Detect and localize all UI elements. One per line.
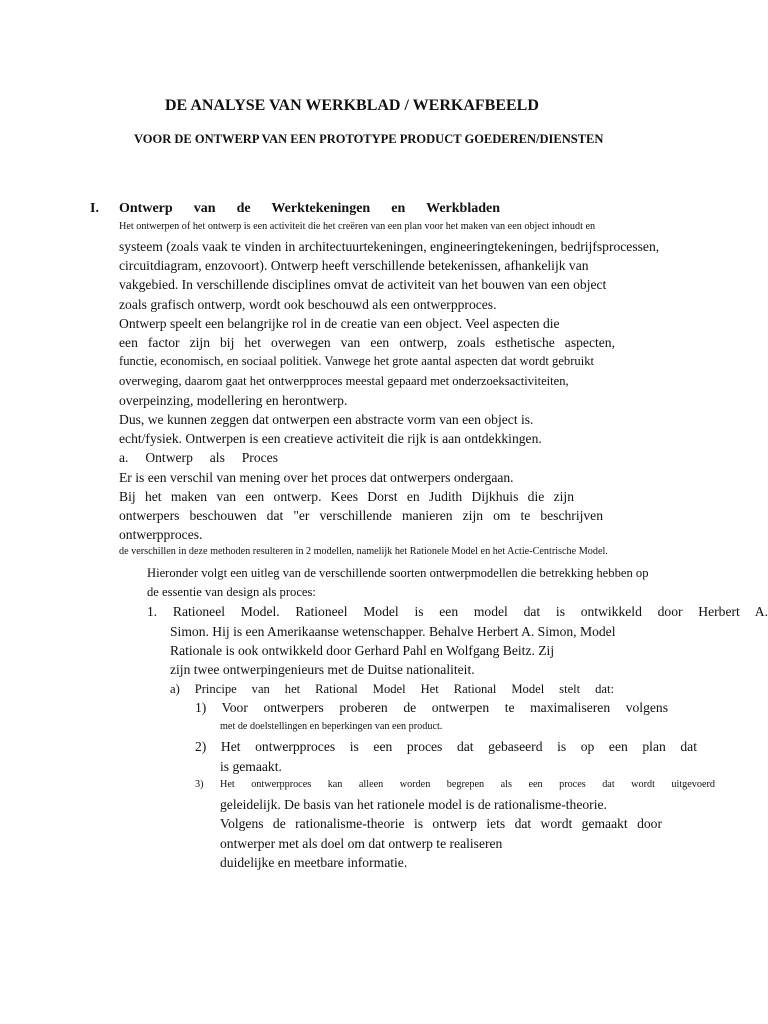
list-item-line: zijn twee ontwerpingenieurs met de Duitse nationaliteit. — [170, 662, 475, 677]
body-line: systeem (zoals vaak te vinden in architectuurtekeningen, engineeringtekeningen, bedrijfsprocessen, — [119, 239, 660, 254]
body-line: Dus, we kunnen zeggen dat ontwerpen een abstracte vorm van een object is. — [119, 412, 534, 427]
nested-list-item: 3) Het ontwerpproces kan alleen worden begrepen als een proces dat wordt uitgevoerd — [195, 779, 715, 790]
body-line: zoals grafisch ontwerp, wordt ook beschouwd als een ontwerpproces. — [119, 297, 497, 312]
nested-list-item: 1) Voor ontwerpers proberen de ontwerpen te maximaliseren volgens — [195, 700, 668, 715]
nested-list-item-line: met de doelstellingen en beperkingen van een product. — [220, 721, 443, 732]
body-line: Ontwerp speelt een belangrijke rol in de creatie van een object. Veel aspecten die — [119, 316, 560, 331]
body-line: echt/fysiek. Ontwerpen is een creatieve activiteit die rijk is aan ontdekkingen. — [119, 431, 542, 446]
body-line: vakgebied. In verschillende disciplines omvat de activiteit van het bouwen van een object — [119, 277, 607, 292]
list-item-line: Simon. Hij is een Amerikaanse wetenschapper. Behalve Herbert A. Simon, Model — [170, 624, 616, 639]
body-line: Hieronder volgt een uitleg van de verschillende soorten ontwerpmodellen die betrekking hebben op — [147, 566, 649, 580]
section-heading: Ontwerp van de Werktekeningen en Werkbladen — [119, 201, 500, 216]
sub-list-item: a) Principe van het Rational Model Het Rational Model stelt dat: — [170, 682, 614, 696]
body-line: circuitdiagram, enzovoort). Ontwerp heeft verschillende betekenissen, afhankelijk van — [119, 258, 589, 273]
subsection-heading: a. Ontwerp als Proces — [119, 450, 278, 465]
body-line: overweging, daarom gaat het ontwerpproces meestal gepaard met onderzoeksactiviteiten, — [119, 374, 569, 388]
nested-list-item: 2) Het ontwerpproces is een proces dat gebaseerd is op een plan dat — [195, 739, 697, 754]
body-line: Bij het maken van een ontwerp. Kees Dorst en Judith Dijkhuis die zijn — [119, 489, 574, 504]
list-item-line: Rationale is ook ontwikkeld door Gerhard Pahl en Wolfgang Beitz. Zij — [170, 643, 555, 658]
nested-list-item-line: ontwerper met als doel om dat ontwerp te realiseren — [220, 836, 503, 851]
page-title: DE ANALYSE VAN WERKBLAD / WERKAFBEELD — [165, 97, 539, 114]
nested-list-item-line: Volgens de rationalisme-theorie is ontwerp iets dat wordt gemaakt door — [220, 816, 662, 831]
body-line: de verschillen in deze methoden resulteren in 2 modellen, namelijk het Rationele Model en het Actie-Centrische Model. — [119, 546, 608, 557]
body-line: een factor zijn bij het overwegen van een ontwerp, zoals esthetische aspecten, — [119, 335, 615, 350]
section-number: I. — [90, 201, 99, 216]
nested-list-item-line: is gemaakt. — [220, 759, 282, 774]
body-line: overpeinzing, modellering en herontwerp. — [119, 393, 348, 408]
body-line: Het ontwerpen of het ontwerp is een activiteit die het creëren van een plan voor het maken van een object inhoudt en — [119, 221, 596, 232]
body-line: ontwerpproces. — [119, 527, 203, 542]
body-line: Er is een verschil van mening over het proces dat ontwerpers ondergaan. — [119, 470, 514, 485]
page-subtitle: VOOR DE ONTWERP VAN EEN PROTOTYPE PRODUCT GOEDEREN/DIENSTEN — [134, 132, 604, 146]
body-line: ontwerpers beschouwen dat "er verschillende manieren zijn om te beschrijven — [119, 508, 603, 523]
nested-list-item-line: duidelijke en meetbare informatie. — [220, 855, 408, 870]
list-item: 1. Rationeel Model. Rationeel Model is een model dat is ontwikkeld door Herbert A. — [147, 604, 768, 619]
body-line: functie, economisch, en sociaal politiek. Vanwege het grote aantal aspecten dat wordt gebruikt — [119, 354, 595, 368]
nested-list-item-line: geleidelijk. De basis van het rationele model is de rationalisme-theorie. — [220, 797, 607, 812]
body-line: de essentie van design als proces: — [147, 585, 316, 599]
